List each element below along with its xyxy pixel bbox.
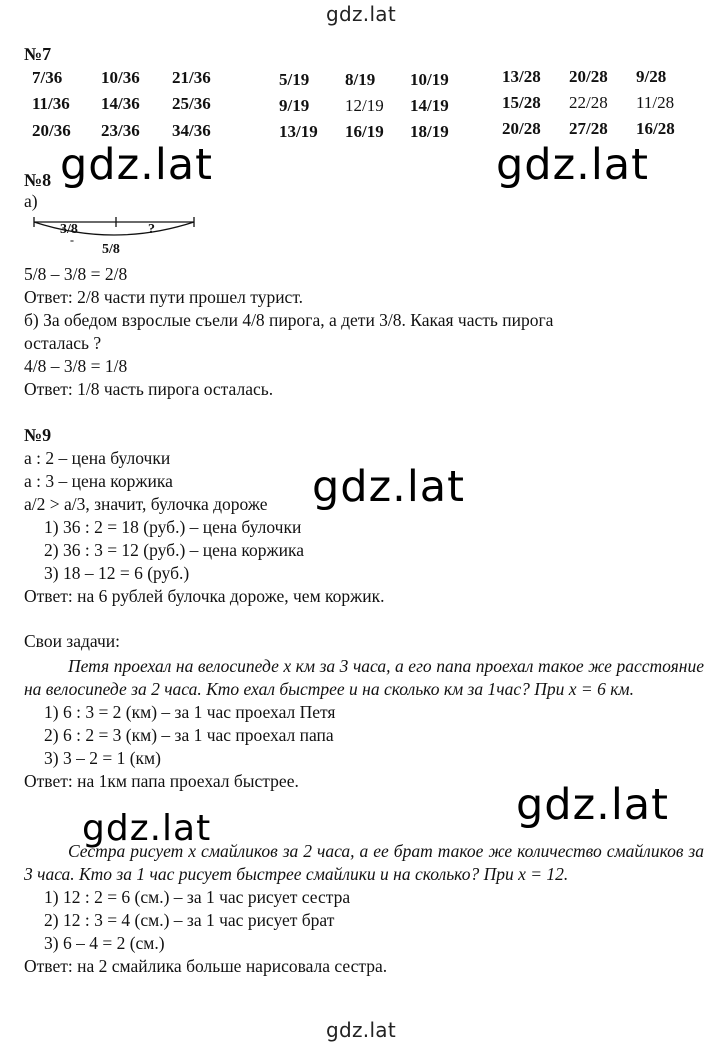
watermark: gdz.lat <box>496 140 649 190</box>
own-problems-heading: Свои задачи: <box>24 631 120 651</box>
text-line: а : 2 – цена булочки <box>24 448 171 468</box>
fraction: 11/36 <box>32 94 70 113</box>
step-line: 1) 12 : 2 = 6 (см.) – за 1 час рисует сестра <box>44 887 351 907</box>
diagram-label-total: 5/8 <box>102 242 120 257</box>
task7-heading: №7 <box>24 44 52 64</box>
step-line: 1) 6 : 3 = 2 (км) – за 1 час проехал Петя <box>44 702 336 722</box>
diagram-label-seg2: ? <box>148 222 155 237</box>
answer-line: Ответ: на 6 рублей булочка дороже, чем коржик. <box>24 586 385 606</box>
answer-line: Ответ: на 1км папа проехал быстрее. <box>24 771 299 791</box>
text-line: а : 3 – цена коржика <box>24 471 173 491</box>
fraction: 5/19 <box>279 70 310 89</box>
own-problem-1 <box>24 655 704 793</box>
diagram-tick-mark: - <box>70 233 74 247</box>
fraction: 34/36 <box>172 121 211 140</box>
fraction: 8/19 <box>345 70 376 89</box>
own-problem-2 <box>24 840 704 978</box>
answer-line: Ответ: на 2 смайлика больше нарисовала сестра. <box>24 956 388 976</box>
step-line: 1) 36 : 2 = 18 (руб.) – цена булочки <box>44 517 302 537</box>
diagram-label-seg1: 3/8 <box>60 222 78 237</box>
fraction: 7/36 <box>32 68 63 87</box>
task8-heading: №8 <box>24 170 52 190</box>
step-line: 2) 12 : 3 = 4 (см.) – за 1 час рисует брат <box>44 910 335 930</box>
step-line: 3) 3 – 2 = 1 (км) <box>44 748 161 768</box>
task8-solution <box>24 263 704 401</box>
watermark: gdz.lat <box>312 462 465 512</box>
fraction: 25/36 <box>172 94 211 113</box>
problem-text: Сестра рисует х смайликов за 2 часа, а ее брат такое же количество смайликов за 3 часа. Кто за 1 час рисует быстрее смайлики и на сколько? При х = 12. <box>24 841 704 884</box>
fraction: 27/28 <box>569 119 608 138</box>
watermark: gdz.lat <box>82 808 215 849</box>
step-line: 2) 36 : 3 = 12 (руб.) – цена коржика <box>44 540 304 560</box>
problem-text: Петя проехал на велосипеде х км за 3 часа, а его папа проехал такое же расстояние на велосипеде за 2 часа. Кто ехал быстрее и на сколько км за 1час? При х = 6 км. <box>24 656 704 699</box>
task8-part-a: а) <box>24 191 38 211</box>
fraction: 9/28 <box>636 67 667 86</box>
step-line: 3) 18 – 12 = 6 (руб.) <box>44 563 190 583</box>
fraction: 23/36 <box>101 121 140 140</box>
fraction: 9/19 <box>279 96 310 115</box>
text-line: б) За обедом взрослые съели 4/8 пирога, а дети 3/8. Какая часть пирога <box>24 310 554 330</box>
fraction: 20/28 <box>502 119 541 138</box>
task9-heading: №9 <box>24 425 52 445</box>
watermark: gdz.lat <box>516 780 669 830</box>
fraction: 14/19 <box>410 96 449 115</box>
step-line: 3) 6 – 4 = 2 (см.) <box>44 933 165 953</box>
fraction: 10/36 <box>101 68 140 87</box>
fraction: 10/19 <box>410 70 449 89</box>
watermark-bottom: gdz.lat <box>326 1018 397 1042</box>
text-line: Ответ: 1/8 часть пирога осталась. <box>24 379 274 399</box>
fraction: 16/28 <box>636 119 675 138</box>
fraction: 11/28 <box>636 93 675 112</box>
text-line: а/2 > а/3, значит, булочка дороже <box>24 494 268 514</box>
text-line: 5/8 – 3/8 = 2/8 <box>24 264 128 284</box>
fraction: 20/28 <box>569 67 608 86</box>
fraction: 21/36 <box>172 68 211 87</box>
step-line: 2) 6 : 2 = 3 (км) – за 1 час проехал папа <box>44 725 334 745</box>
fraction: 20/36 <box>32 121 71 140</box>
fraction: 15/28 <box>502 93 541 112</box>
fraction: 13/19 <box>279 122 318 141</box>
fraction: 16/19 <box>345 122 384 141</box>
watermark: gdz.lat <box>60 140 213 190</box>
text-line: осталась ? <box>24 333 102 353</box>
fraction: 22/28 <box>569 93 608 112</box>
fraction: 13/28 <box>502 67 541 86</box>
text-line: Ответ: 2/8 части пути прошел турист. <box>24 287 304 307</box>
segment-diagram <box>30 212 202 260</box>
watermark-top: gdz.lat <box>326 2 397 26</box>
fraction: 14/36 <box>101 94 140 113</box>
fraction: 12/19 <box>345 96 384 115</box>
text-line: 4/8 – 3/8 = 1/8 <box>24 356 128 376</box>
fraction: 18/19 <box>410 122 449 141</box>
